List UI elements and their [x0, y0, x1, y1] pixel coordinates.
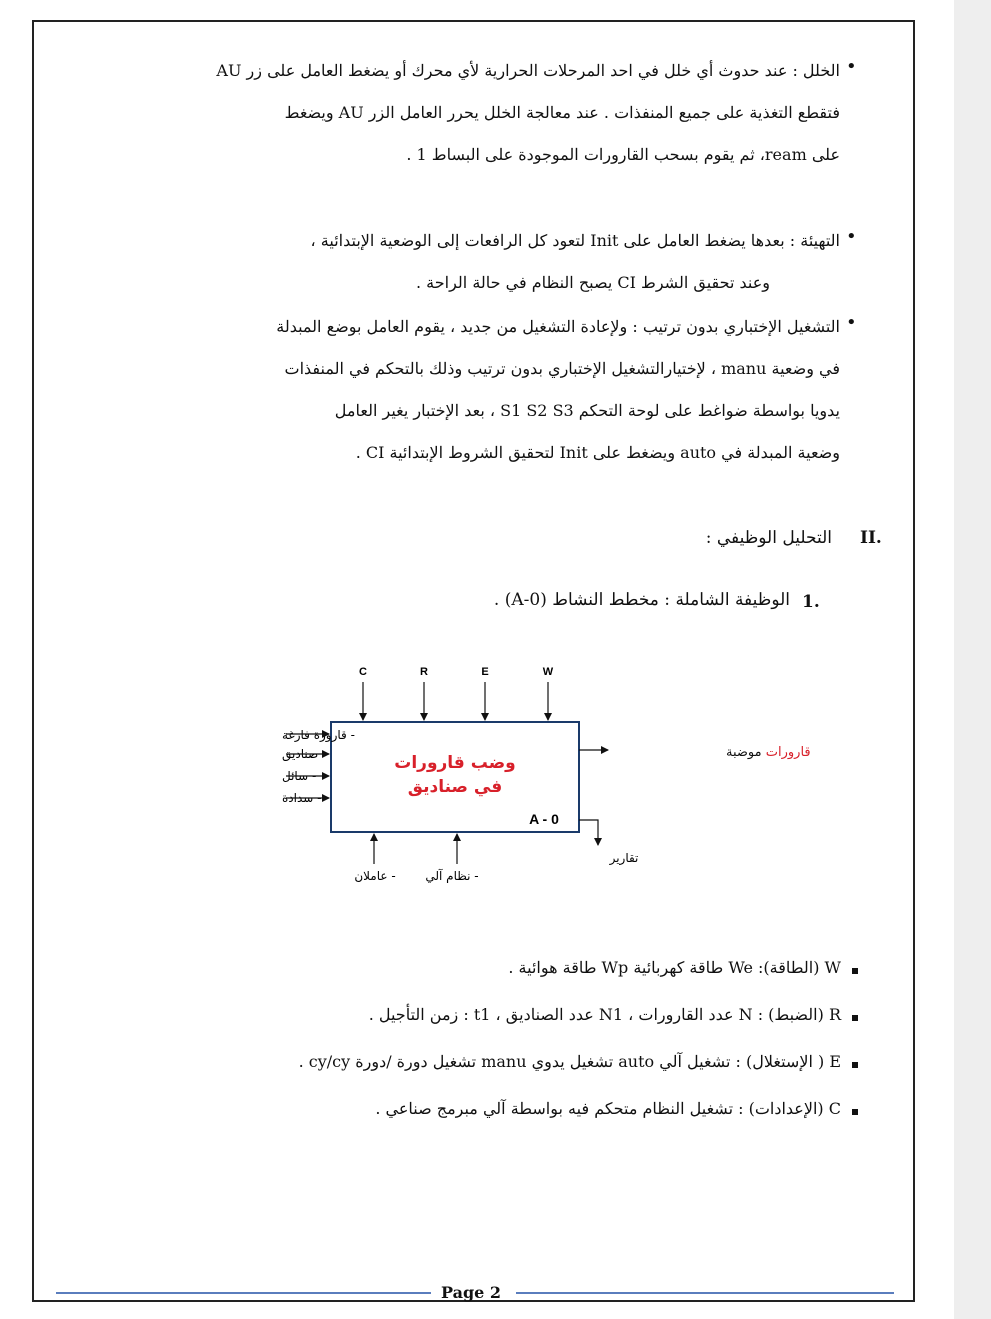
square-bullet	[852, 1015, 858, 1021]
activity-title: وضب قارورات	[394, 753, 516, 773]
reports-label: تقارير	[609, 851, 639, 865]
activity-title: في صناديق	[407, 777, 503, 797]
output-label	[726, 745, 811, 760]
list-item-e: E ( الإستغلال) : تشغيل آلي auto تشغيل يدوي manu تشغيل دورة /دورة cy/cy .	[298, 1052, 841, 1071]
list-item-w: W (الطاقة): We طاقة كهربائية Wp طاقة هوائية .	[508, 958, 841, 977]
bullet-init	[120, 220, 840, 304]
bullet-dot: •	[846, 56, 857, 77]
bullet-dot: •	[846, 226, 857, 247]
section-number: II.	[860, 528, 882, 548]
bullet-line: التشغيل الإختباري بدون ترتيب : ولإعادة التشغيل من جديد ، يقوم العامل بوضع المبدلة	[276, 317, 840, 336]
bullet-line: يدويا بواسطة ضواغط على لوحة التحكم S1 S2 S3 ، بعد الإختبار يغير العامل	[334, 401, 840, 420]
control-label-r: R	[420, 666, 428, 678]
subsection-number: 1.	[802, 592, 820, 612]
control-label-w: W	[542, 666, 554, 678]
bullet-line: وضعية المبدلة في auto ويضغط على Init لتحقيق الشروط الإبتدائية CI .	[355, 443, 840, 462]
list-item-r: R (الضبط) : N عدد القارورات ، N1 عدد الصناديق ، t1 : زمن التأجيل .	[368, 1005, 841, 1024]
bullet-test-run	[120, 306, 840, 474]
list-item-c: C (الإعدادات) : تشغيل النظام متحكم فيه بواسطة آلي مبرمج صناعي .	[375, 1099, 841, 1118]
activity-code: A - 0	[529, 811, 559, 827]
bullet-fault	[120, 50, 840, 176]
page-number: Page 2	[441, 1283, 502, 1302]
square-bullet	[852, 1062, 858, 1068]
input-label: - صناديق	[282, 747, 327, 761]
reports-arrow	[579, 820, 598, 845]
footer-rule-left	[56, 1292, 431, 1294]
input-label: - سدادة	[282, 791, 322, 805]
control-label-c: C	[359, 666, 367, 678]
bullet-line: على ream، ثم يقوم بسحب القارورات الموجودة على البساط 1 .	[406, 145, 840, 164]
a0-activity-diagram	[150, 650, 811, 900]
section-title: التحليل الوظيفي :	[705, 528, 832, 548]
square-bullet	[852, 968, 858, 974]
bullet-line: في وضعية manu ، لإختيارالتشغيل الإختباري بدون ترتيب وذلك بالتحكم في المنفذات	[284, 359, 840, 378]
bullet-line: وعند تحقيق الشرط CI يصبح النظام في حالة الراحة .	[416, 273, 770, 292]
square-bullet	[852, 1109, 858, 1115]
mechanism-label: - عاملان	[354, 869, 396, 883]
input-label: - قارورة فارغة	[282, 728, 355, 742]
page-margin-strip	[954, 0, 991, 1319]
input-label: - سائل	[282, 769, 317, 783]
bullet-line: الخلل : عند حدوث أي خلل في احد المرحلات الحرارية لأي محرك أو يضغط العامل على زر AU	[216, 61, 840, 80]
control-label-e: E	[481, 666, 489, 678]
output-label-colored: قارورات	[765, 745, 811, 760]
mechanism-label: - نظام آلي	[425, 869, 479, 883]
footer-rule-right	[516, 1292, 894, 1294]
bullet-line: التهيئة : بعدها يضغط العامل على Init لتعود كل الرافعات إلى الوضعية الإبتدائية ،	[310, 231, 840, 250]
bullet-dot: •	[846, 312, 857, 333]
bullet-line: فتقطع التغذية على جميع المنفذات . عند معالجة الخلل يحرر العامل الزر AU ويضغط	[284, 103, 840, 122]
output-label-plain: موضبة	[726, 745, 762, 760]
subsection-title: الوظيفة الشاملة : مخطط النشاط (A-0) .	[493, 590, 790, 610]
